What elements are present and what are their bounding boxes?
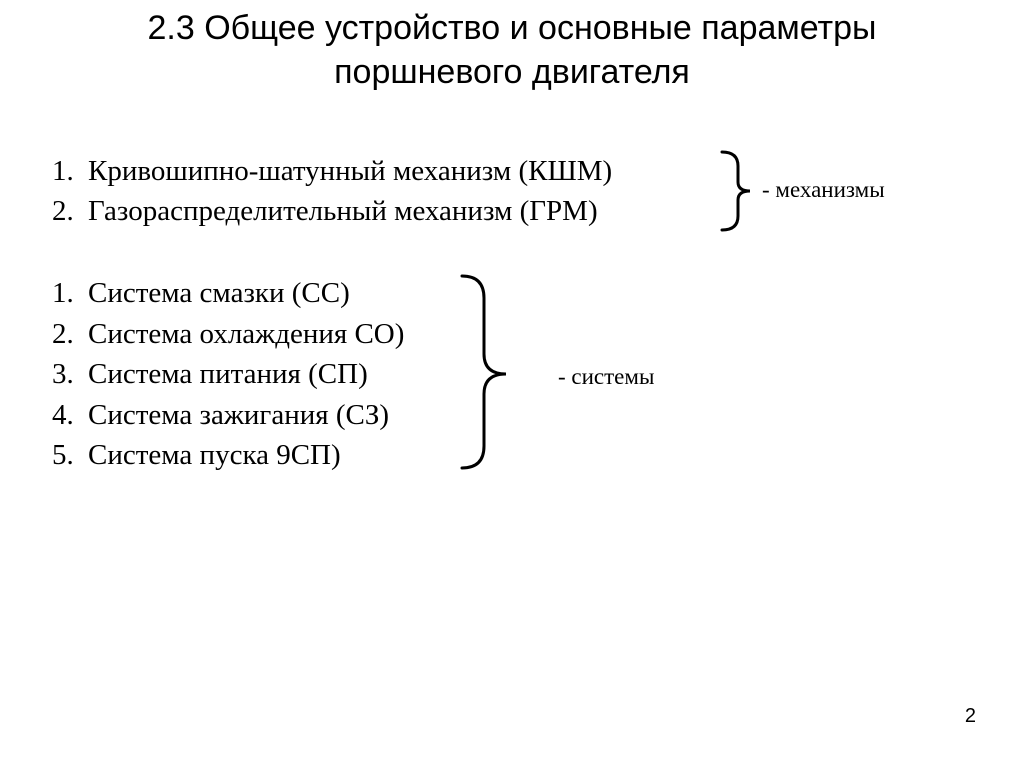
list-item-number: 4. [52, 398, 74, 431]
list-item [52, 273, 404, 314]
slide-title [0, 6, 1024, 94]
list-item-number: 5. [52, 439, 74, 471]
systems-brace-icon [456, 272, 516, 472]
list-item [52, 191, 612, 231]
mechanisms-list [52, 151, 612, 231]
list-item [52, 151, 612, 191]
list-item-text: Система пуска 9СП) [88, 439, 341, 471]
list-item [52, 314, 404, 355]
list-item-text: Кривошипно-шатунный механизм (КШМ) [88, 155, 613, 187]
systems-list [52, 273, 404, 476]
list-item-text: Газораспределительный механизм (ГРМ) [88, 195, 598, 227]
page-number: 2 [964, 705, 976, 727]
list-item-number: 2. [52, 317, 74, 350]
list-item [52, 354, 404, 395]
mechanisms-brace-icon [716, 148, 756, 234]
list-item-number: 1. [52, 277, 74, 309]
list-item-number: 2. [52, 195, 74, 227]
slide-title-line-1: 2.3 Общее устройство и основные параметры [147, 9, 877, 47]
list-item-text: Система питания (СП) [88, 358, 368, 390]
systems-label: - системы [558, 364, 655, 389]
list-item-number: 1. [52, 155, 74, 187]
list-item-number: 3. [52, 358, 74, 390]
list-item [52, 435, 404, 476]
list-item-text: Система смазки (СС) [88, 277, 350, 309]
slide-title-line-2: поршневого двигателя [334, 53, 690, 91]
list-item-text: Система зажигания (СЗ) [88, 398, 390, 431]
list-item-text: Система охлаждения СО) [88, 317, 405, 350]
list-item [52, 395, 404, 436]
mechanisms-label: - механизмы [762, 177, 885, 202]
